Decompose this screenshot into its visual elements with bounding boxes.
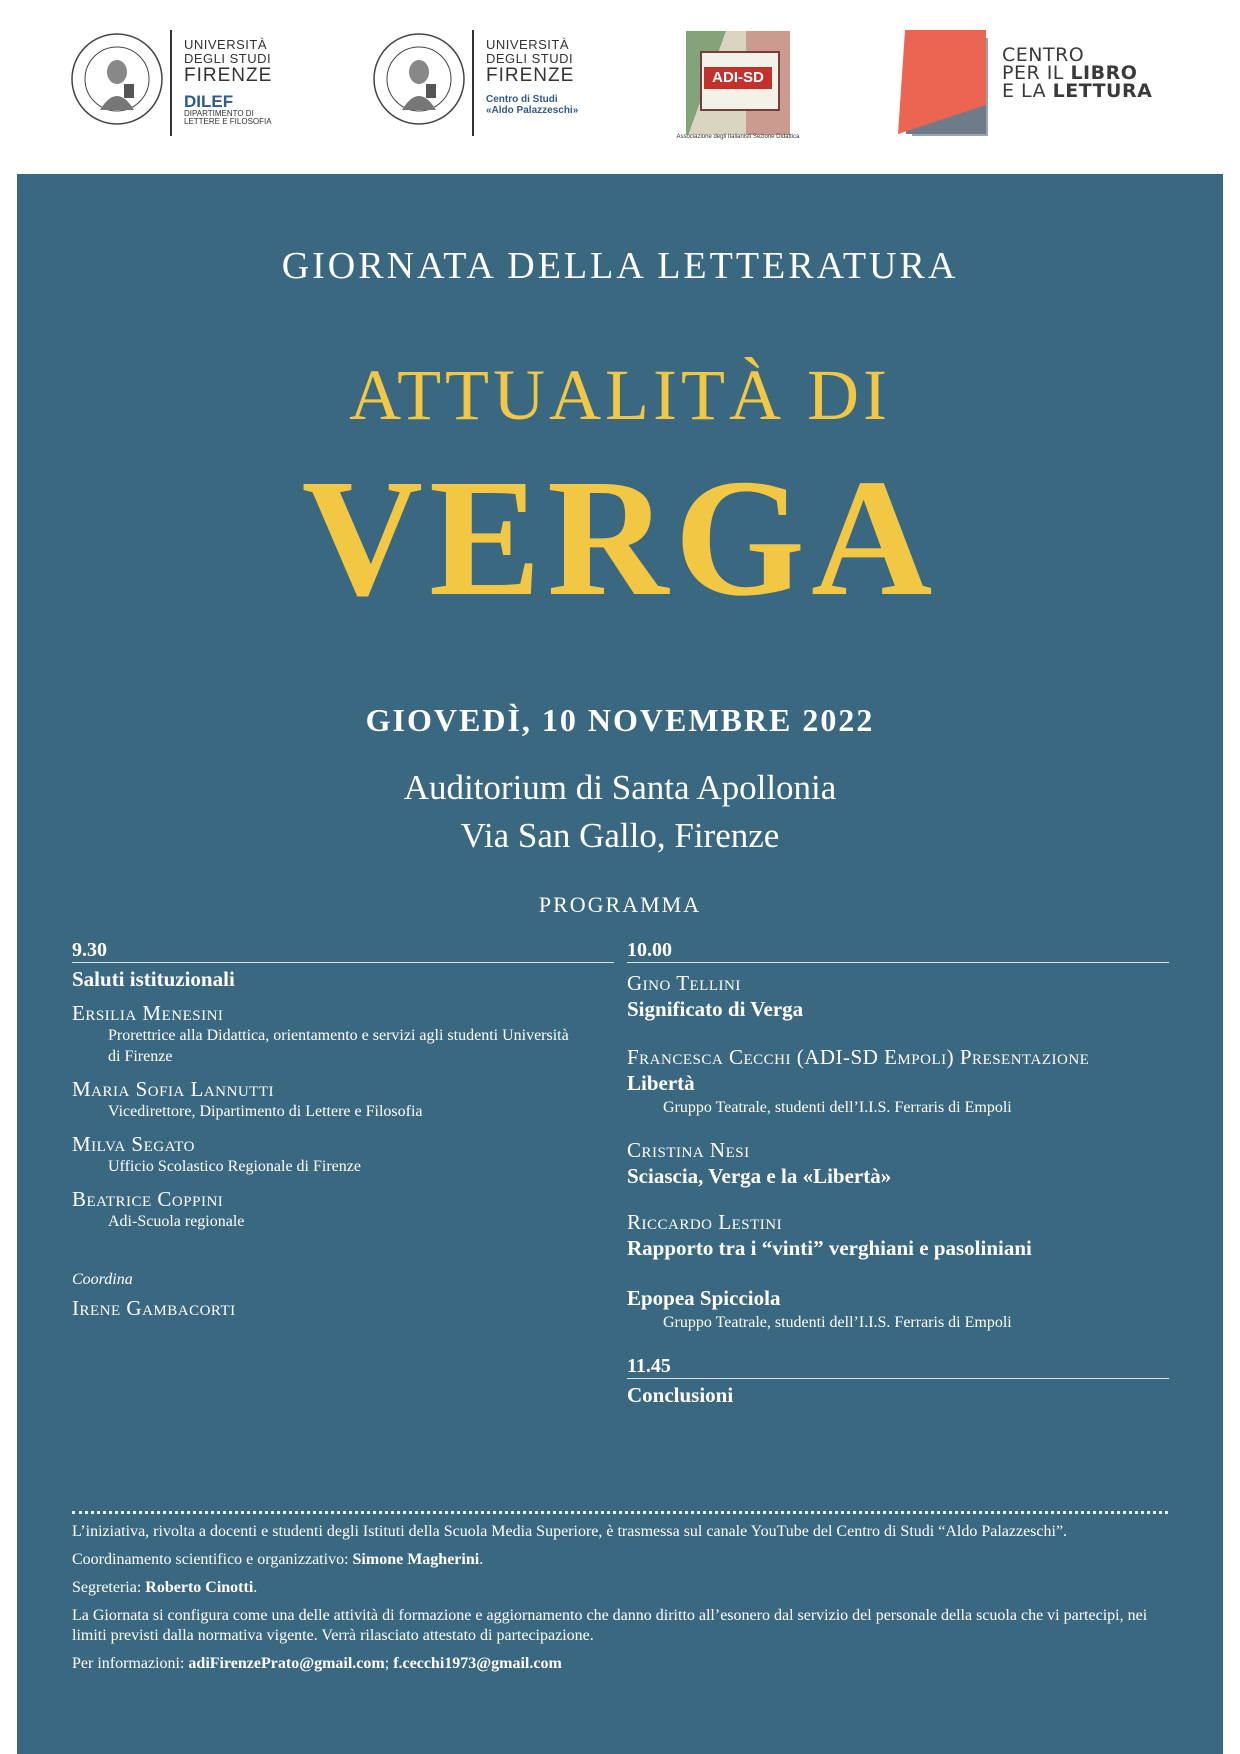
speaker-role: Prorettrice alla Didattica, orientamento e servizi agli studenti Università di Firenze (108, 1027, 569, 1065)
footer-punct: . (479, 1551, 484, 1568)
speaker-role: Adi-Scuola regionale (108, 1213, 245, 1230)
speaker-name: Gino Tellini (627, 971, 741, 995)
speaker-name: Beatrice Coppini (72, 1187, 224, 1211)
university-seal-icon (70, 32, 164, 126)
speaker-item (72, 1187, 614, 1232)
program-item (627, 1284, 1169, 1333)
speaker-name: Ersilia Menesini (72, 1001, 224, 1025)
program-item (627, 971, 1169, 1023)
session-time: 9.30 (72, 939, 614, 963)
session-time: 10.00 (627, 939, 1169, 963)
speaker-name: Riccardo Lestini (627, 1210, 783, 1234)
cepell-line-3a: E LA (1002, 80, 1053, 102)
event-title-line-1: ATTUALITÀ DI (349, 355, 891, 435)
session-time: 11.45 (627, 1355, 1169, 1379)
talk-title: Sciascia, Verga e la «Libertà» (627, 1164, 892, 1188)
footer-note-training: La Giornata si configura come una delle attività di formazione e aggiornamento che danno diritto all’esonero dal servizio del personale della scuola che vi partecipi, nei limiti previsti dalla normativa vigente. Verrà rilasciato attestato di partecipazione. (72, 1607, 1148, 1644)
logo-divider (170, 30, 172, 136)
speaker-role: Ufficio Scolastico Regionale di Firenze (108, 1158, 361, 1175)
cepell-logo (898, 30, 1188, 140)
cepell-line-2a: PER IL (1002, 62, 1071, 84)
program-item (627, 1210, 1169, 1262)
talk-title: Rapporto tra i “vinti” verghiani e pasoliniani (627, 1236, 1032, 1260)
speaker-name: Cristina Nesi (627, 1138, 750, 1162)
venue-line-2: Via San Gallo, Firenze (460, 816, 780, 855)
program-right-column (627, 939, 1169, 1409)
university-line-1: UNIVERSITÀ (486, 37, 570, 52)
speaker-name: Francesca Cecchi (ADI-SD Empoli) Presentazione (627, 1045, 1090, 1069)
coordinator-name: Irene Gambacorti (72, 1296, 236, 1320)
speaker-name: Maria Sofia Lannutti (72, 1077, 274, 1101)
talk-note: Gruppo Teatrale, studenti dell’I.I.S. Ferraris di Empoli (663, 1099, 1012, 1116)
poster-panel (17, 174, 1223, 1754)
session-heading: Saluti istituzionali (72, 967, 235, 991)
university-line-3: FIRENZE (184, 65, 273, 86)
cepell-name (1002, 46, 1152, 100)
university-name (184, 38, 272, 86)
cepell-line-2b: LIBRO (1070, 62, 1138, 84)
closing-heading: Conclusioni (627, 1383, 734, 1407)
centro-studi-name (486, 94, 596, 116)
footer-punct: ; (384, 1655, 394, 1672)
event-title-line-2: VERGA (301, 445, 939, 631)
university-seal-icon (372, 32, 466, 126)
cepell-line-1: CENTRO (1002, 44, 1085, 66)
coordinator-name: Simone Magherini (352, 1551, 480, 1568)
adisd-logo (686, 31, 790, 135)
event-series-title: GIORNATA DELLA LETTERATURA (281, 245, 959, 287)
footer-note-contacts (72, 1654, 1172, 1674)
contact-email[interactable]: adiFirenzePrato@gmail.com (188, 1655, 385, 1672)
speaker-item (72, 1132, 614, 1177)
footer-label: Per informazioni: (72, 1655, 189, 1672)
talk-title: Libertà (627, 1071, 695, 1095)
footer-note-coordination (72, 1550, 1172, 1570)
footer-label: Coordinamento scientifico e organizzativo: (72, 1551, 353, 1568)
centro-line-2: «Aldo Palazzeschi» (486, 105, 579, 116)
speaker-role: Vicedirettore, Dipartimento di Lettere e Filosofia (108, 1103, 423, 1120)
program-title: PROGRAMMA (538, 892, 702, 917)
university-line-1: UNIVERSITÀ (184, 37, 268, 52)
contact-email[interactable]: f.cecchi1973@gmail.com (393, 1655, 562, 1672)
cepell-line-3b: LETTURA (1052, 80, 1153, 102)
footer-punct: . (253, 1579, 258, 1596)
event-date: GIOVEDÌ, 10 NOVEMBRE 2022 (365, 702, 875, 738)
logo-divider (472, 30, 474, 136)
dotted-divider (72, 1511, 1168, 1514)
footer-note-broadcast: L’iniziativa, rivolta a docenti e studenti degli Istituti della Scuola Media Superiore, è trasmessa sul canale YouTube del Centro di Studi “Aldo Palazzeschi”. (72, 1523, 1068, 1540)
logo-header (0, 0, 1240, 174)
speaker-item (72, 1077, 614, 1122)
program-item (627, 1045, 1169, 1118)
secretary-name: Roberto Cinotti (145, 1579, 254, 1596)
venue-line-1: Auditorium di Santa Apollonia (403, 768, 837, 807)
adisd-caption: Associazione degli Italianisti Sezione Didattica (676, 134, 800, 140)
talk-title: Epopea Spicciola (627, 1286, 781, 1310)
talk-note: Gruppo Teatrale, studenti dell’I.I.S. Ferraris di Empoli (663, 1314, 1012, 1331)
footer-notes (72, 1522, 1172, 1682)
dept-subtitle: DIPARTIMENTO DI LETTERE E FILOSOFIA (184, 109, 272, 126)
dept-name: DILEF (184, 92, 234, 111)
program-left-column (72, 939, 614, 1320)
university-name (486, 38, 574, 86)
talk-title: Significato di Verga (627, 997, 804, 1021)
program-item (627, 1138, 1169, 1190)
university-line-3: FIRENZE (486, 65, 575, 86)
adisd-label: ADI-SD (704, 67, 772, 89)
coordinator-label: Coordina (72, 1271, 133, 1288)
footer-label: Segreteria: (72, 1579, 146, 1596)
university-line-2: DEGLI STUDI (184, 51, 272, 66)
speaker-item (72, 1001, 614, 1067)
centro-line-1: Centro di Studi (486, 94, 558, 105)
footer-note-secretariat (72, 1578, 1172, 1598)
speaker-name: Milva Segato (72, 1132, 196, 1156)
event-venue (17, 764, 1223, 860)
university-line-2: DEGLI STUDI (486, 51, 574, 66)
